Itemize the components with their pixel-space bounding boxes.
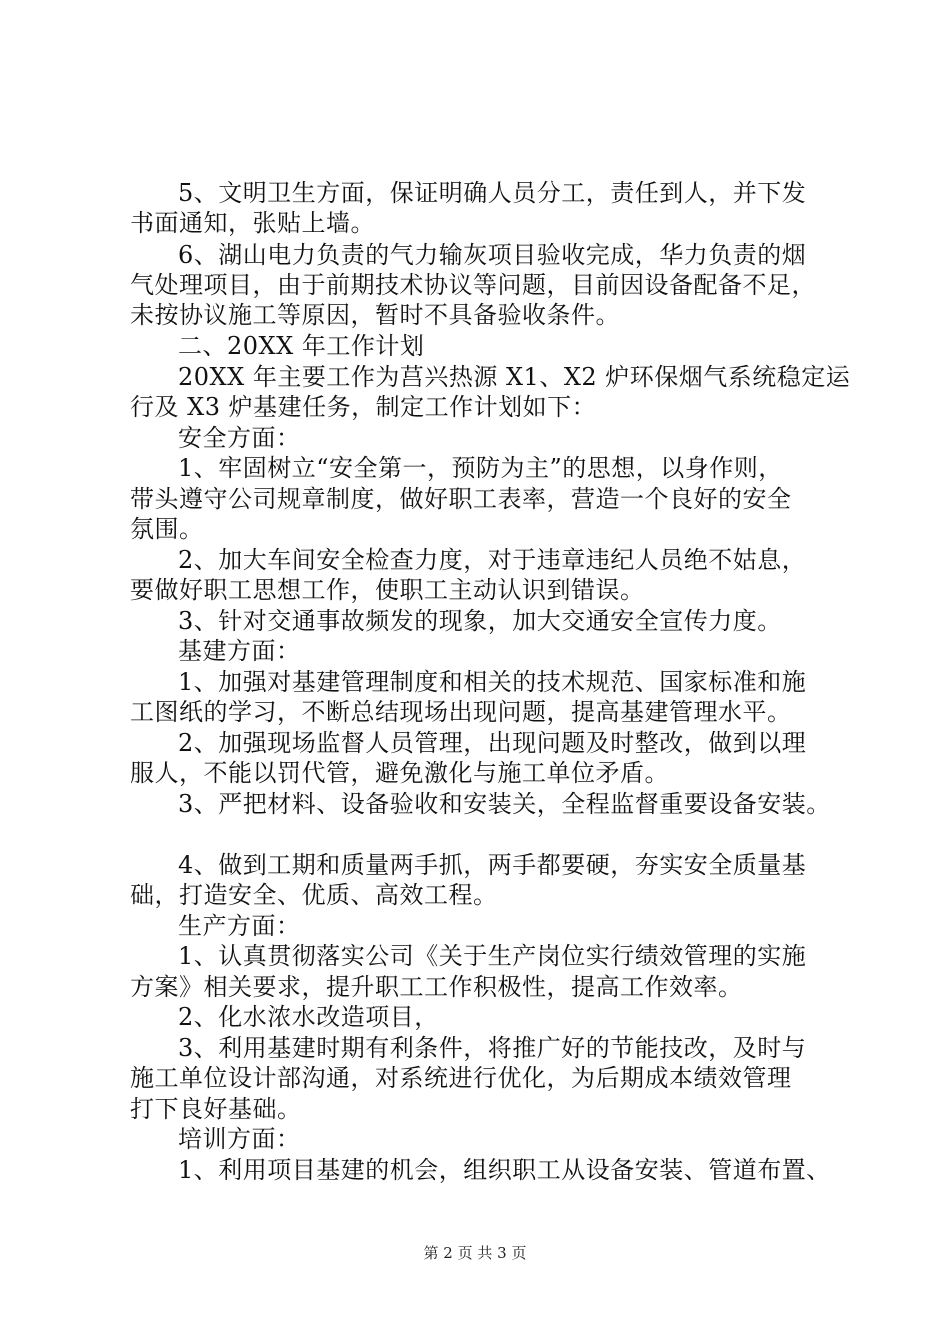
text-line: 方案》相关要求，提升职工工作积极性，提高工作效率。: [130, 973, 743, 1001]
text-line: 5、文明卫生方面，保证明确人员分工，责任到人，并下发: [178, 179, 807, 207]
text-line: 带头遵守公司规章制度，做好职工表率，营造一个良好的安全: [130, 485, 792, 513]
text-line: 20XX 年主要工作为莒兴热源 X1、X2 炉环保烟气系统稳定运: [178, 363, 851, 391]
section-heading: 二、20XX 年工作计划: [178, 332, 425, 360]
subsection-heading: 生产方面：: [178, 912, 301, 940]
text-line: 要做好职工思想工作，使职工主动认识到错误。: [130, 576, 645, 604]
text-line: 服人，不能以罚代管，避免激化与施工单位矛盾。: [130, 759, 669, 787]
subsection-heading: 基建方面：: [178, 637, 301, 665]
text-line: 行及 X3 炉基建任务，制定工作计划如下：: [130, 393, 597, 421]
text-line: 氛围。: [130, 515, 204, 543]
text-line: 2、加强现场监督人员管理，出现问题及时整改，做到以理: [178, 729, 807, 757]
subsection-heading: 安全方面：: [178, 424, 301, 452]
text-line: 础，打造安全、优质、高效工程。: [130, 881, 498, 909]
text-line: 3、利用基建时期有利条件，将推广好的节能技改，及时与: [178, 1034, 807, 1062]
text-line: 2、化水浓水改造项目，: [178, 1003, 439, 1031]
text-line: 气处理项目，由于前期技术协议等问题，目前因设备配备不足，: [130, 271, 816, 299]
text-line: 3、针对交通事故频发的现象，加大交通安全宣传力度。: [178, 607, 782, 635]
text-line: 工图纸的学习，不断总结现场出现问题，提高基建管理水平。: [130, 698, 792, 726]
text-line: 打下良好基础。: [130, 1095, 302, 1123]
text-line: 未按协议施工等原因，暂时不具备验收条件。: [130, 301, 620, 329]
text-line: 1、加强对基建管理制度和相关的技术规范、国家标准和施: [178, 668, 807, 696]
text-line: 2、加大车间安全检查力度，对于违章违纪人员绝不姑息，: [178, 546, 807, 574]
page-footer: 第 2 页 共 3 页: [423, 1244, 527, 1262]
subsection-heading: 培训方面：: [178, 1125, 301, 1153]
text-line: 施工单位设计部沟通，对系统进行优化，为后期成本绩效管理: [130, 1064, 792, 1092]
text-line: 书面通知，张贴上墙。: [130, 209, 375, 237]
text-line: 3、严把材料、设备验收和安装关，全程监督重要设备安装。: [178, 790, 831, 818]
text-line: 6、湖山电力负责的气力输灰项目验收完成，华力负责的烟: [178, 241, 807, 269]
text-line: 4、做到工期和质量两手抓，两手都要硬，夯实安全质量基: [178, 851, 807, 879]
text-line: 1、认真贯彻落实公司《关于生产岗位实行绩效管理的实施: [178, 942, 807, 970]
text-line: 1、牢固树立“安全第一，预防为主”的思想，以身作则，: [178, 454, 783, 482]
text-line: 1、利用项目基建的机会，组织职工从设备安装、管道布置、: [178, 1156, 831, 1184]
